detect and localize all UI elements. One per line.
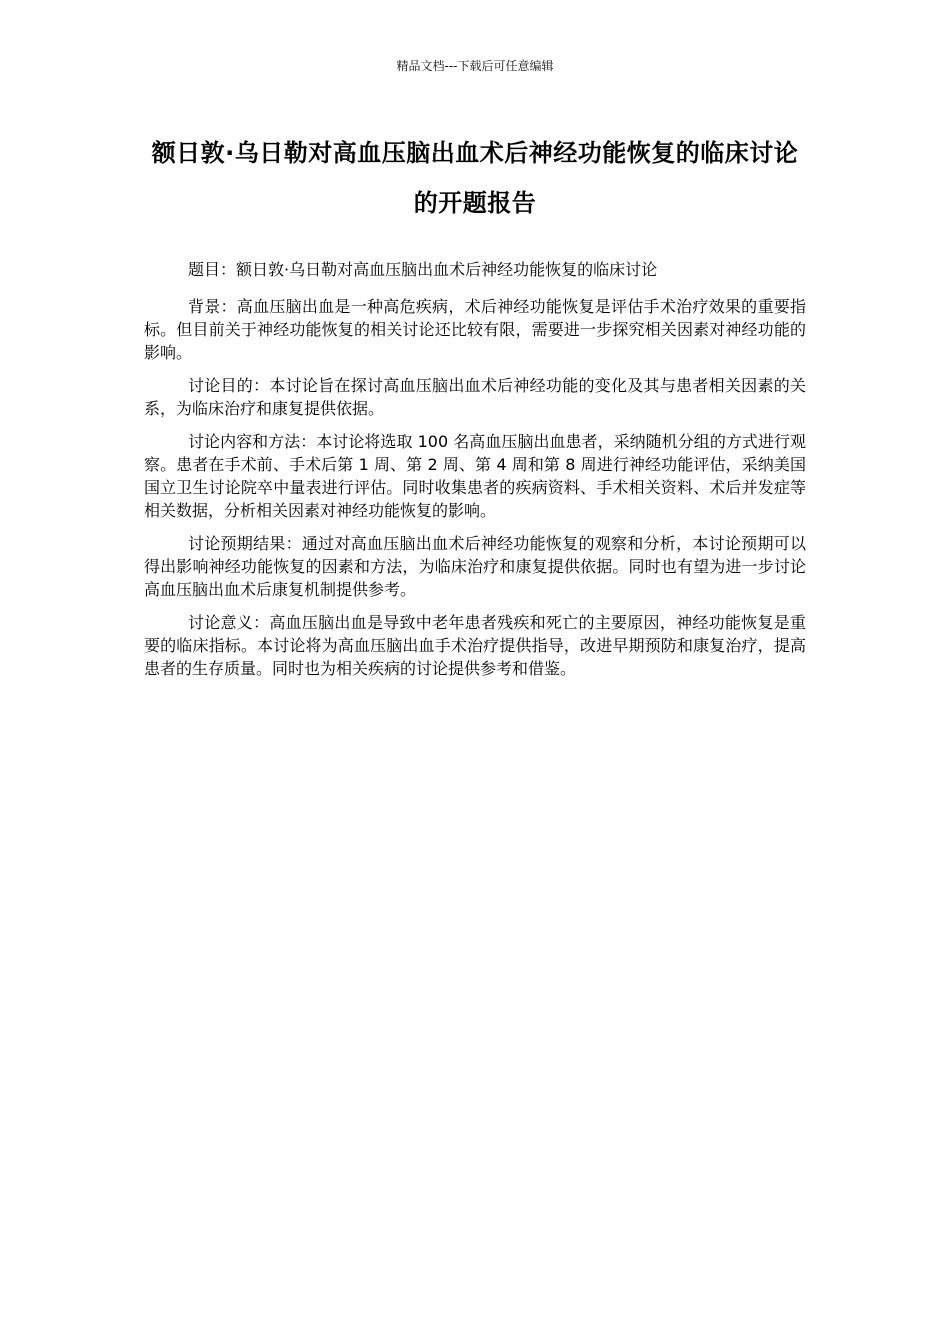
paragraph-expected-results: 讨论预期结果：通过对高血压脑出血术后神经功能恢复的观察和分析，本讨论预期可以得出影响神经功能恢复的因素和方法，为临床治疗和康复提供依据。同时也有望为进一步讨论高血压脑出血术后康复机制提供参考。 bbox=[144, 534, 806, 599]
header-note: 精品文档---下载后可任意编辑 bbox=[396, 59, 554, 73]
paragraph-objective: 讨论目的：本讨论旨在探讨高血压脑出血术后神经功能的变化及其与患者相关因素的关系，为临床治疗和康复提供依据。 bbox=[144, 376, 806, 418]
paragraph-significance: 讨论意义：高血压脑出血是导致中老年患者残疾和死亡的主要原因，神经功能恢复是重要的临床指标。本讨论将为高血压脑出血手术治疗提供指导，改进早期预防和康复治疗，提高患者的生存质量。同时也为相关疾病的讨论提供参考和借鉴。 bbox=[144, 613, 806, 678]
paragraph-background: 背景：高血压脑出血是一种高危疾病，术后神经功能恢复是评估手术治疗效果的重要指标。但目前关于神经功能恢复的相关讨论还比较有限，需要进一步探究相关因素对神经功能的影响。 bbox=[144, 297, 806, 362]
paragraph-content-methods: 讨论内容和方法：本讨论将选取 100 名高血压脑出血患者，采纳随机分组的方式进行观察。患者在手术前、手术后第 1 周、第 2 周、第 4 周和第 8 周进行神经功能评估，采纳美国国立卫生讨论院卒中量表进行评估。同时收集患者的疾病资料、手术相关资料、术后并发症等相关数据，分析相关因素对神经功能恢复的影响。 bbox=[144, 432, 806, 520]
document-title: 额日敦·乌日勒对高血压脑出血术后神经功能恢复的临床讨论的开题报告 bbox=[151, 139, 799, 217]
paragraph-topic: 题目：额日敦·乌日勒对高血压脑出血术后神经功能恢复的临床讨论 bbox=[188, 260, 658, 279]
document-body bbox=[144, 258, 806, 690]
